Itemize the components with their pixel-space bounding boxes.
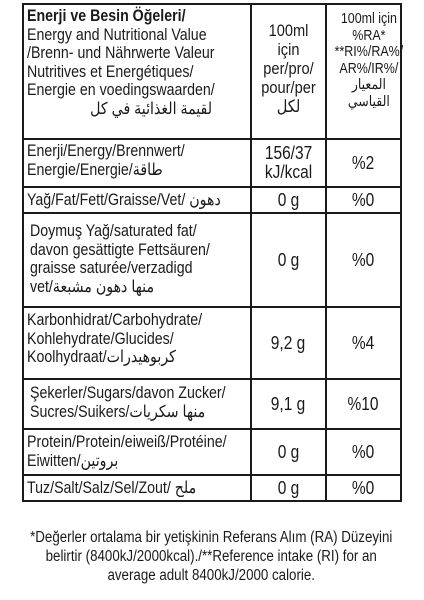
header-line-arabic: لقيمة الغذائية في كل [90,99,213,118]
ri-line: 100ml için [340,11,397,27]
footnote-line: *Değerler ortalama bir yetişkinin Referans Alım (RA) Düzeyini [29,529,393,546]
ri-line: AR%/IR%/ [339,60,399,77]
footnote [22,528,400,585]
nutrient-value: 0 g [251,475,326,501]
nutrient-label [23,307,251,379]
nutrient-label-line: Yağ/Fat/Fett/Graisse/Vet/ دهون [27,190,221,209]
footnote-line: belirtir (8400kJ/2000kcal)./**Reference intake (RI) for an [45,548,377,565]
per-100ml-line: per/pro/ [263,59,314,78]
nutrient-value [251,139,326,187]
per-100ml-line: pour/per [261,78,316,97]
nutrient-value: 9,1 g [251,379,326,429]
ri-header [326,4,404,139]
header-line: Energie en voedingswaarden/ [27,81,215,99]
header-line: /Brenn- und Nährwerte Valeur [27,44,215,62]
nutrient-label [23,379,251,429]
nutrient-row-salt [23,475,401,501]
nutrient-label-line: Protein/Protein/eiweiß/Protéine/ [27,433,227,451]
per-100ml-line-arabic: لكل [276,97,301,116]
nutrient-label-line: Energie/Energie/طاقة [27,160,163,179]
nutrient-ri: %0 [326,429,401,475]
per-100ml-line: 100ml için [268,21,309,59]
nutrient-value: 0 g [251,429,326,475]
ri-line: **RI%/RA%/ [334,44,404,60]
ri-line-arabic: المعيار القياسي [347,77,390,110]
nutrient-row-fat [23,187,401,213]
nutrient-label-line: Enerji/Energy/Brennwert/ [27,142,185,160]
header-line: Nutritives et Energétiques/ [27,62,194,81]
nutrient-value: 0 g [251,213,326,307]
nutrient-label-line: vet/منها دهون مشبعة [30,277,155,296]
header-line: Energy and Nutritional Value [27,25,207,44]
nutrient-label-line: Tuz/Salt/Salz/Sel/Zout/ ملح [27,478,197,497]
nutrition-label [22,3,404,502]
nutrient-value-line: 156/37 [264,143,313,163]
header-title: Enerji ve Besin Öğeleri/ [27,7,186,25]
nutrient-label [23,139,251,187]
nutrient-label-line: Sucres/Suikers/منها سكريات [30,402,206,421]
nutrient-ri: %4 [326,307,401,379]
nutrient-ri: %10 [326,379,401,429]
nutrition-table [22,3,402,502]
nutrient-ri: %0 [326,213,401,307]
nutrient-label [23,475,251,501]
nutrient-label [23,429,251,475]
nutrient-label-line: Eiwitten/بروتين [27,451,119,470]
nutrient-label-line: Şekerler/Sugars/davon Zucker/ [30,384,226,402]
footnote-line: average adult 8400kJ/2000 calorie. [107,567,315,584]
nutrient-label-line: Koolhydraat/كربوهيدرات [27,348,176,366]
nutrient-row-carbohydrate [23,307,401,379]
nutrient-label [23,213,251,307]
nutrient-label-line: Doymuş Yağ/saturated fat/ [30,222,197,240]
nutrient-label-line: davon gesättigte Fettsäuren/ [30,240,210,259]
header-row [23,4,401,139]
nutrient-row-energy [23,139,401,187]
nutrient-row-protein [23,429,401,475]
nutrient-ri: %0 [326,187,401,213]
nutrient-label [23,187,251,213]
ri-line: %RA* [352,27,386,44]
nutrient-row-sugars [23,379,401,429]
nutrient-label-line: Kohlehydrate/Glucides/ [27,329,174,348]
nutrient-value-line: kJ/kcal [264,162,313,182]
nutrient-value: 9,2 g [251,307,326,379]
nutrient-ri: %2 [326,139,401,187]
header-title-cell [23,4,251,139]
nutrient-label-line: Karbonhidrat/Carbohydrate/ [27,311,203,329]
nutrient-row-saturated-fat [23,213,401,307]
nutrient-value: 0 g [251,187,326,213]
per-100ml-header [251,4,326,139]
nutrient-ri: %0 [326,475,401,501]
nutrient-label-line: graisse saturée/verzadigd [30,259,193,277]
